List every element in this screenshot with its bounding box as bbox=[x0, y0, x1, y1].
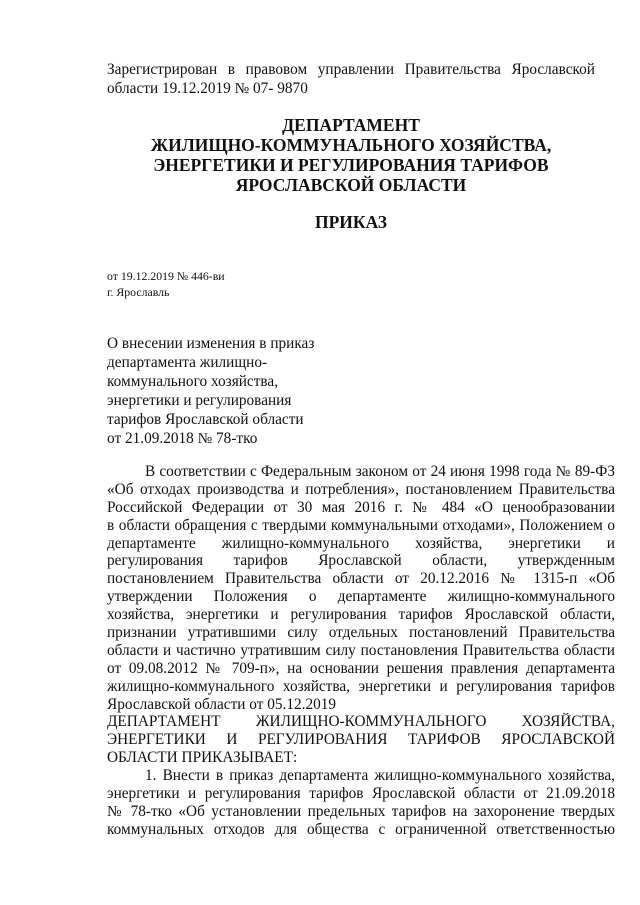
body-line: Ярославской области от 05.12.2019 bbox=[107, 695, 337, 713]
subject-line: от 21.09.2018 № 78-тко bbox=[107, 430, 258, 447]
registration-line: Зарегистрирован в правовом управлении Правительства Ярославской bbox=[107, 61, 595, 78]
body-line: «Об отходах производства и потребления», постановлением Правительства bbox=[107, 480, 615, 498]
body-line: Российской Федерации от 30 мая 2016 г. № 484 «О ценообразовании bbox=[107, 498, 615, 516]
body-line: регулирования тарифов Ярославской области, утвержденным bbox=[107, 552, 615, 570]
body-line: признании утратившими силу отдельных постановлений Правительства bbox=[107, 624, 615, 642]
body-line: ДЕПАРТАМЕНТ ЖИЛИЩНО-КОММУНАЛЬНОГО ХОЗЯЙСТВА, bbox=[107, 713, 615, 731]
body-line: ОБЛАСТИ ПРИКАЗЫВАЕТ: bbox=[107, 749, 298, 767]
header-line: ЖИЛИЩНО-КОММУНАЛЬНОГО ХОЗЯЙСТВА, bbox=[150, 135, 552, 155]
body-line: в области обращения с твердыми коммунальными отходами», Положением о bbox=[107, 516, 615, 534]
body-line: хозяйства, энергетики и регулирования тарифов Ярославской области, bbox=[107, 606, 615, 624]
body-line: области и частично утратившим силу постановления Правительства области bbox=[107, 641, 615, 659]
registration-note bbox=[107, 60, 595, 98]
body-line: от 09.08.2012 № 709-п», на основании решения правления департамента bbox=[107, 659, 615, 677]
document-type: ПРИКАЗ bbox=[314, 212, 388, 232]
subject-block bbox=[107, 334, 337, 448]
subject-line: энергетики и регулирования bbox=[107, 392, 292, 409]
body-line: № 78-тко «Об установлении предельных тарифов на захоронение твердых bbox=[107, 802, 615, 820]
body-line: жилищно-коммунального хозяйства, энергетики и регулирования тарифов bbox=[107, 677, 615, 695]
header-line: ДЕПАРТАМЕНТ bbox=[282, 115, 420, 135]
subject-line: тарифов Ярославской области bbox=[107, 411, 304, 428]
body-line: департаменте жилищно-коммунального хозяйства, энергетики и bbox=[107, 534, 615, 552]
document-meta bbox=[107, 268, 225, 300]
registration-line: области 19.12.2019 № 07- 9870 bbox=[107, 80, 308, 97]
body-line: ЭНЕРГЕТИКИ И РЕГУЛИРОВАНИЯ ТАРИФОВ ЯРОСЛАВСКОЙ bbox=[107, 731, 615, 749]
body-line: В соответствии с Федеральным законом от 24 июня 1998 года № 89-ФЗ bbox=[145, 463, 615, 480]
date-number: от 19.12.2019 № 446-ви bbox=[107, 269, 225, 283]
body-text bbox=[107, 463, 615, 839]
body-line: утверждении Положения о департаменте жилищно-коммунального bbox=[107, 588, 615, 606]
header-line: ЯРОСЛАВСКОЙ ОБЛАСТИ bbox=[235, 175, 467, 195]
body-line: коммунальных отходов для общества с ограниченной ответственностью bbox=[107, 820, 615, 838]
city: г. Ярославль bbox=[107, 285, 170, 299]
subject-line: департамента жилищно- bbox=[107, 354, 268, 371]
body-line: энергетики и регулирования тарифов Ярославской области от 21.09.2018 bbox=[107, 785, 615, 803]
issuer-header bbox=[107, 115, 595, 195]
header-line: ЭНЕРГЕТИКИ И РЕГУЛИРОВАНИЯ ТАРИФОВ bbox=[153, 155, 549, 175]
subject-line: коммунального хозяйства, bbox=[107, 373, 279, 390]
body-line: 1. Внести в приказ департамента жилищно-коммунального хозяйства, bbox=[145, 767, 615, 785]
subject-line: О внесении изменения в приказ bbox=[107, 335, 315, 352]
body-line: постановлением Правительства области от 20.12.2016 № 1315-п «Об bbox=[107, 570, 615, 588]
